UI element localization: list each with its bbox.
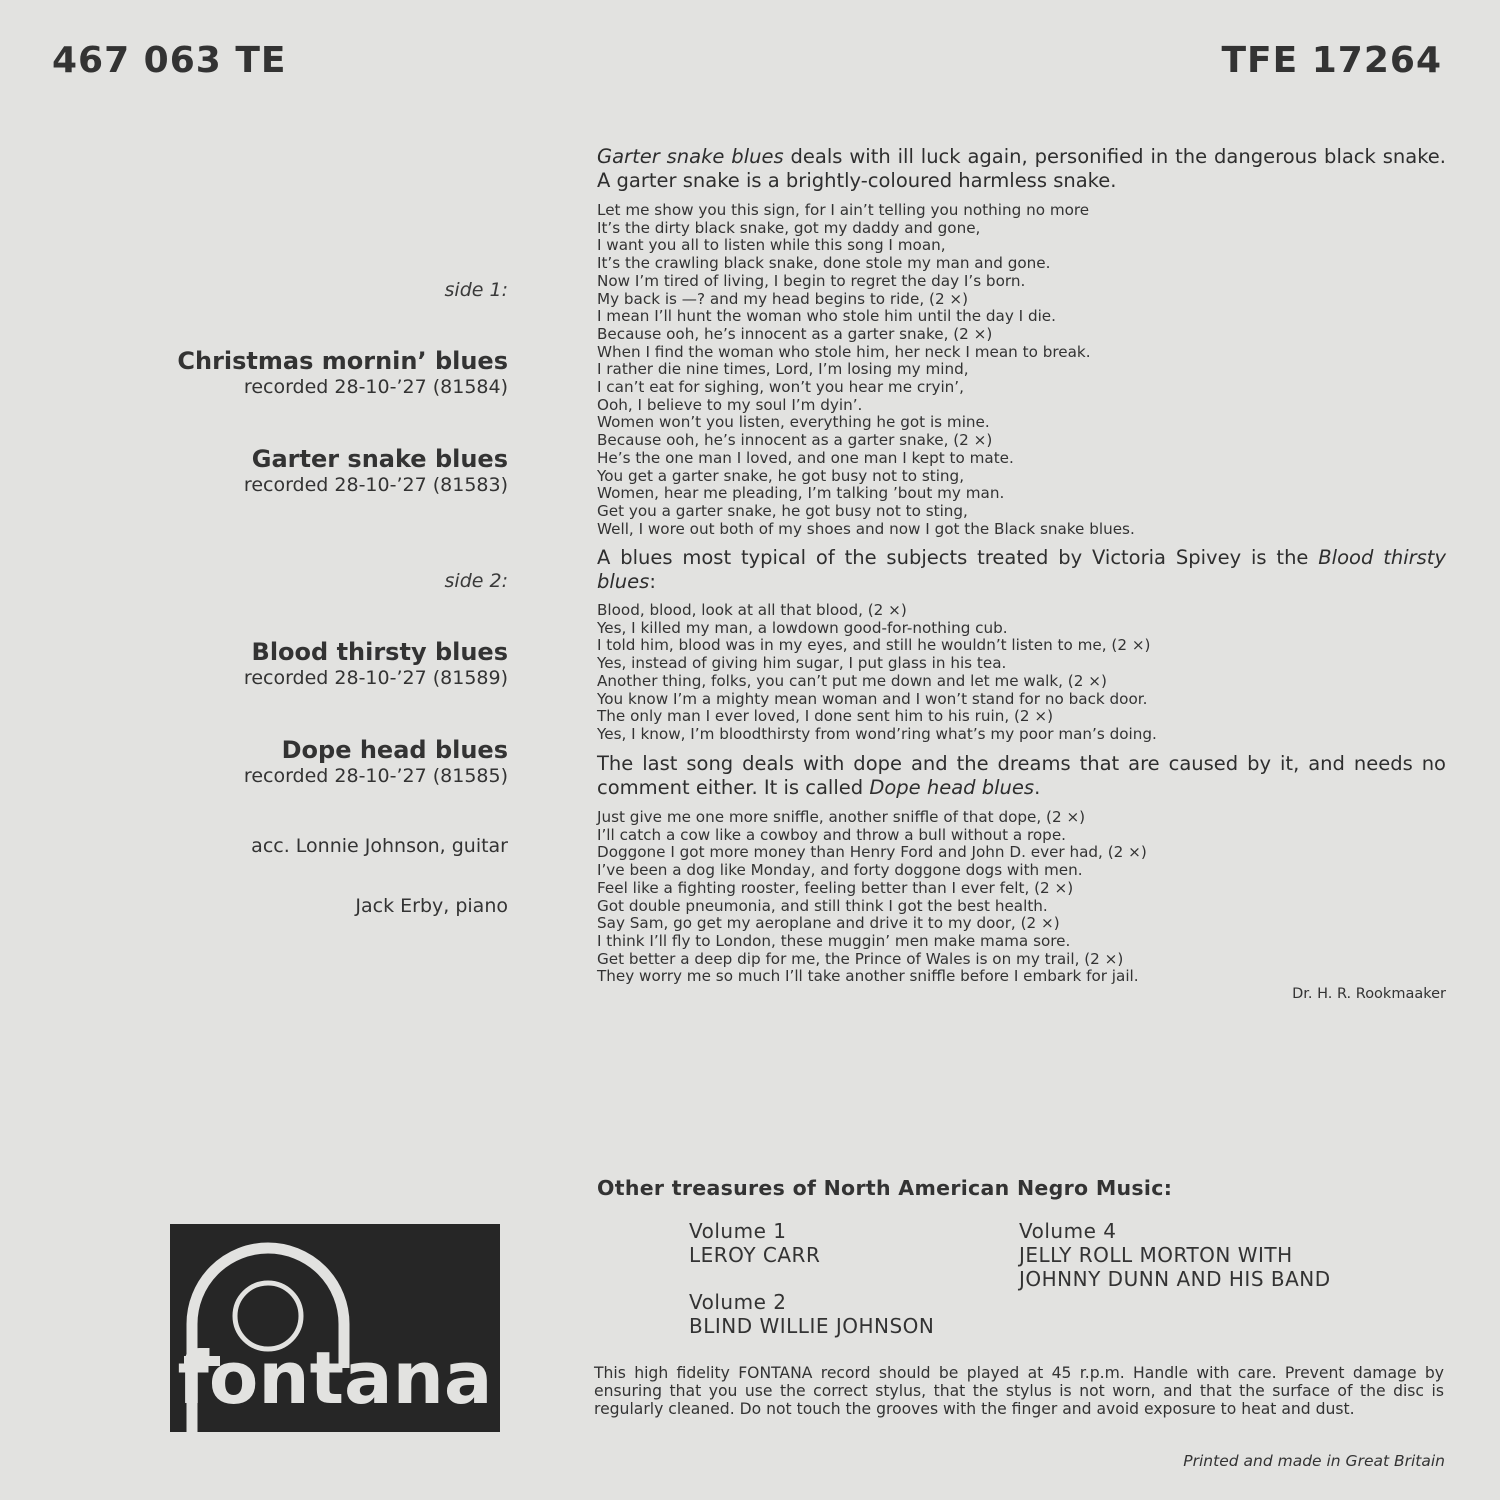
lyric-line: You get a garter snake, he got busy not to sting, xyxy=(597,466,965,485)
track-recorded: recorded 28-10-’27 (81583) xyxy=(243,474,508,496)
lyric-line: Say Sam, go get my aeroplane and drive it to my door, (2 ×) xyxy=(597,914,1060,933)
notes-intro-3 xyxy=(597,752,1446,800)
lyrics-garter-snake xyxy=(597,202,1446,538)
lyric-line: You know I’m a mighty mean woman and I won’t stand for no back door. xyxy=(597,689,1148,708)
side-1-label: side 1: xyxy=(444,279,508,301)
lyric-line: Women, hear me pleading, I’m talking ’bout my man. xyxy=(597,484,1005,503)
catalog-number-left: 467 063 TE xyxy=(52,40,287,81)
credit-piano: Jack Erby, piano xyxy=(355,895,508,917)
lyric-line: I think I’ll fly to London, these muggin’ men make mama sore. xyxy=(597,931,1071,950)
lyric-line: I’ve been a dog like Monday, and forty doggone dogs with men. xyxy=(597,861,1083,880)
lyric-line: Ooh, I believe to my soul I’m dyin’. xyxy=(597,395,863,414)
lyric-line: Now I’m tired of living, I begin to regret the day I’s born. xyxy=(597,271,1026,290)
intro-2-title: Blood thirsty blues xyxy=(597,546,1446,593)
lyric-line: Feel like a fighting rooster, feeling better than I ever felt, (2 ×) xyxy=(597,878,1074,897)
track-recorded: recorded 28-10-’27 (81585) xyxy=(243,765,508,787)
lyric-line: I rather die nine times, Lord, I’m losing my mind, xyxy=(597,360,969,379)
volume-number: Volume 2 xyxy=(689,1290,787,1314)
track-3 xyxy=(100,638,508,690)
intro-1-title: Garter snake blues xyxy=(597,145,784,168)
lyric-line: I told him, blood was in my eyes, and still he wouldn’t listen to me, (2 ×) xyxy=(597,636,1151,655)
intro-3-text: The last song deals with dope and the dreams that are caused by it, and needs no comment either. It is called xyxy=(597,752,1446,799)
lyric-line: Yes, instead of giving him sugar, I put glass in his tea. xyxy=(597,654,1007,673)
lyric-line: Let me show you this sign, for I ain’t telling you nothing no more xyxy=(597,201,1090,219)
lyrics-dope-head xyxy=(597,809,1446,986)
volume-number: Volume 4 xyxy=(1019,1219,1117,1243)
lyric-line: Because ooh, he’s innocent as a garter snake, (2 ×) xyxy=(597,324,993,343)
volume-number: Volume 1 xyxy=(689,1219,787,1243)
track-2 xyxy=(100,445,508,497)
track-1 xyxy=(100,347,508,399)
track-recorded: recorded 28-10-’27 (81589) xyxy=(243,667,508,689)
volume-1 xyxy=(689,1219,820,1267)
side-2-label: side 2: xyxy=(444,570,508,592)
lyric-line: I want you all to listen while this song I moan, xyxy=(597,236,946,255)
lyric-line: Blood, blood, look at all that blood, (2 ×) xyxy=(597,601,907,619)
lyric-line: The only man I ever loved, I done sent him to his ruin, (2 ×) xyxy=(597,707,1054,726)
lyric-line: Get better a deep dip for me, the Prince of Wales is on my trail, (2 ×) xyxy=(597,949,1124,968)
lyric-line: I can’t eat for sighing, won’t you hear me cryin’, xyxy=(597,378,964,397)
other-treasures-title: Other treasures of North American Negro Music: xyxy=(597,1176,1173,1200)
lyric-line: Because ooh, he’s innocent as a garter snake, (2 ×) xyxy=(597,431,993,450)
lyric-line: Well, I wore out both of my shoes and now I got the Black snake blues. xyxy=(597,519,1135,538)
notes-intro-2 xyxy=(597,546,1446,594)
fontana-logo-mark xyxy=(170,1224,500,1432)
care-instructions: This high fidelity FONTANA record should be played at 45 r.p.m. Handle with care. Prevent damage by ensuring that you use the correct stylus, that the stylus is not worn, and that the surface of the disc is regularly cleaned. Do not touch the grooves with the finger and avoid exposure to heat and dust. xyxy=(594,1364,1444,1418)
intro-1-text: deals with ill luck again, personified in the dangerous black snake. A garter snake is a brightly-coloured harmless snake. xyxy=(597,145,1446,192)
lyric-line: When I find the woman who stole him, her neck I mean to break. xyxy=(597,342,1091,361)
lyric-line: He’s the one man I loved, and one man I kept to mate. xyxy=(597,448,1014,467)
lyric-line: It’s the dirty black snake, got my daddy and gone, xyxy=(597,218,981,237)
catalog-number-right: TFE 17264 xyxy=(1221,40,1442,81)
track-recorded: recorded 28-10-’27 (81584) xyxy=(243,376,508,398)
lyric-line: I’ll catch a cow like a cowboy and throw a bull without a rope. xyxy=(597,825,1066,844)
intro-3-punct: . xyxy=(1034,776,1041,799)
lyric-line: Got double pneumonia, and still think I got the best health. xyxy=(597,896,1048,915)
lyric-line: Another thing, folks, you can’t put me down and let me walk, (2 ×) xyxy=(597,671,1107,690)
credit-guitar: acc. Lonnie Johnson, guitar xyxy=(251,835,508,857)
fontana-logo xyxy=(170,1224,500,1432)
lyric-line: My back is —? and my head begins to ride, (2 ×) xyxy=(597,289,969,308)
volume-artist: BLIND WILLIE JOHNSON xyxy=(689,1314,935,1338)
lyric-line: Just give me one more sniffle, another sniffle of that dope, (2 ×) xyxy=(597,808,1086,826)
lyric-line: Get you a garter snake, he got busy not to sting, xyxy=(597,501,968,520)
lyric-line: Yes, I know, I’m bloodthirsty from wond’ring what’s my poor man’s doing. xyxy=(597,724,1157,743)
signature: Dr. H. R. Rookmaaker xyxy=(1292,986,1446,1002)
fontana-wordmark: fontana xyxy=(177,1336,493,1420)
lyric-line: Doggone I got more money than Henry Ford and John D. ever had, (2 ×) xyxy=(597,843,1147,862)
track-title: Christmas mornin’ blues xyxy=(177,347,508,375)
notes-intro-1 xyxy=(597,145,1446,193)
volume-artist-line-2: JOHNNY DUNN AND HIS BAND xyxy=(1019,1267,1331,1291)
track-title: Blood thirsty blues xyxy=(251,638,508,666)
lyric-line: Women won’t you listen, everything he got is mine. xyxy=(597,413,990,432)
lyric-line: Yes, I killed my man, a lowdown good-for-nothing cub. xyxy=(597,618,1008,637)
track-title: Dope head blues xyxy=(281,736,508,764)
printed-in: Printed and made in Great Britain xyxy=(1183,1452,1445,1470)
intro-3-title: Dope head blues xyxy=(869,776,1035,799)
track-4 xyxy=(100,736,508,788)
lyric-line: I mean I’ll hunt the woman who stole him until the day I die. xyxy=(597,307,1056,326)
intro-2-text: A blues most typical of the subjects treated by Victoria Spivey is the xyxy=(597,546,1319,569)
volume-artist: LEROY CARR xyxy=(689,1243,821,1267)
volume-2 xyxy=(689,1290,934,1338)
volume-4 xyxy=(1019,1219,1331,1291)
lyrics-blood-thirsty xyxy=(597,602,1446,744)
intro-2-punct: : xyxy=(649,570,656,593)
track-title: Garter snake blues xyxy=(251,445,508,473)
lyric-line: They worry me so much I’ll take another sniffle before I embark for jail. xyxy=(597,967,1139,986)
volume-artist: JELLY ROLL MORTON WITH xyxy=(1019,1243,1293,1267)
lyric-line: It’s the crawling black snake, done stole my man and gone. xyxy=(597,254,1051,273)
